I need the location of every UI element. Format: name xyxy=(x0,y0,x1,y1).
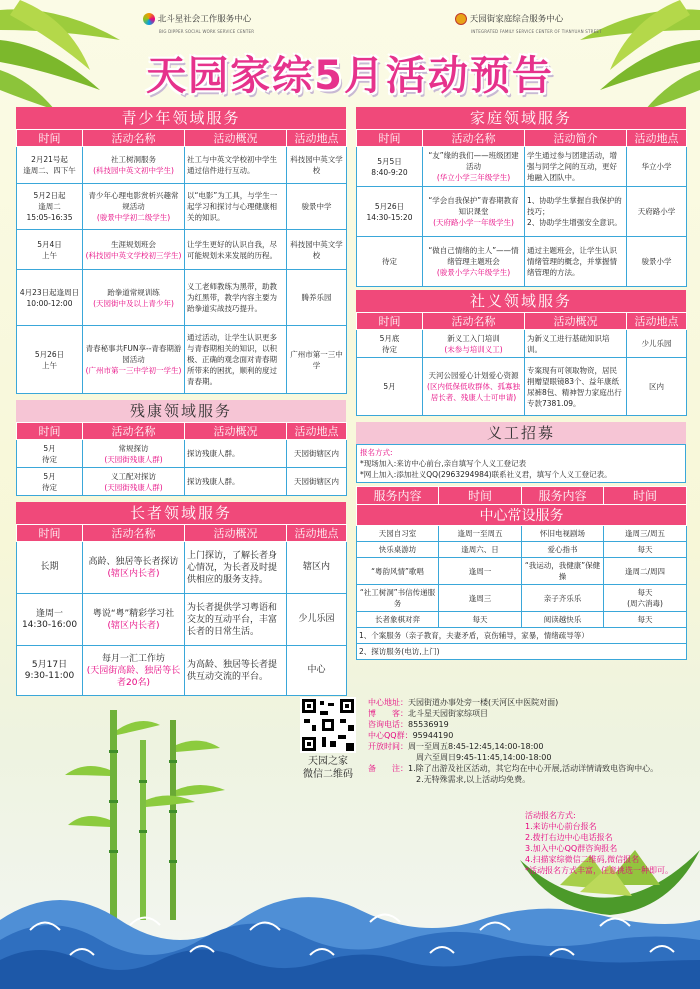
volunteer-line-1: *现场加入:来访中心前台,亲自填写个人义工登记表 xyxy=(360,459,527,468)
youth-header-place: 活动地点 xyxy=(287,130,347,147)
family-activity xyxy=(423,187,525,237)
regular-time: 逢周三 xyxy=(439,585,522,612)
table-row xyxy=(17,542,347,594)
youth-activity-target: (广州市第一三中学初一学生) xyxy=(85,366,182,375)
table-row xyxy=(357,526,687,542)
social-time: 5月 xyxy=(357,358,423,416)
disabled-header-name: 活动名称 xyxy=(83,423,185,440)
regular-service: “我运动，我健康”保健操 xyxy=(522,558,604,585)
disabled-time: 5月 待定 xyxy=(17,468,83,496)
table-row xyxy=(17,326,347,394)
table-row xyxy=(17,468,347,496)
youth-activity-name: 青少年心理电影赏析兴趣常规活动 xyxy=(88,191,179,211)
table-row xyxy=(17,270,347,326)
social-activity-name: 天河公园爱心计划爱心资源 xyxy=(428,371,519,380)
regular-header-time-1: 时间 xyxy=(439,487,522,505)
elder-time: 逢周一 14:30-16:00 xyxy=(17,594,83,646)
youth-header-time: 时间 xyxy=(17,130,83,147)
youth-activity-name: 跆拳道常规训练 xyxy=(107,287,160,297)
family-place: 天府路小学 xyxy=(627,187,687,237)
regular-note-2: 2、探访服务(电访,上门) xyxy=(357,644,687,660)
regular-time: 逢周一至周五 xyxy=(439,526,522,542)
family-activity-target: (华立小学三年级学生) xyxy=(436,173,511,182)
table-row xyxy=(357,358,687,416)
signup-item: *活动报名方式丰富，任意挑选一种即可。 xyxy=(525,866,673,875)
regular-time: 逢周六、日 xyxy=(439,542,522,558)
youth-activity-name: 生涯规划班会 xyxy=(111,239,156,249)
disabled-activity-target: (天园街残康人群) xyxy=(104,482,163,492)
youth-table xyxy=(16,129,347,394)
youth-place: 广州市第一三中学 xyxy=(287,326,347,394)
youth-time: 5月26日 上午 xyxy=(17,326,83,394)
social-activity xyxy=(423,330,525,358)
youth-desc: 社工与中英文学校初中学生通过信件进行互动。 xyxy=(185,147,287,184)
disabled-header-time: 时间 xyxy=(17,423,83,440)
social-desc: 专案现有可领取物资，居民捐赠望眼镜83个、益年康纸尿裤8包、精神智力家庭出行专款7381.09。 xyxy=(525,358,627,416)
family-activity-name: “做自己情绪的主人”——情绪管理主题班会 xyxy=(428,246,519,266)
regular-service: “粤韵风情”歌唱 xyxy=(357,558,439,585)
family-activity xyxy=(423,147,525,187)
disabled-activity xyxy=(83,440,185,468)
social-header-place: 活动地点 xyxy=(627,313,687,330)
signup-item: 4.扫描家综微信二维码,微信报名 xyxy=(525,855,640,864)
elder-place: 中心 xyxy=(287,646,347,696)
youth-section-title: 青少年领域服务 xyxy=(16,107,346,129)
social-section-title: 社义领域服务 xyxy=(356,290,686,312)
qr-code-icon xyxy=(300,697,356,753)
disabled-time: 5月 待定 xyxy=(17,440,83,468)
elder-desc: 为长者提供学习粤语和交友的互动平台，丰富长者的日常生活。 xyxy=(185,594,287,646)
social-activity-target: (区内低保低收群体、孤寡独居长者、残康人士可申请) xyxy=(427,382,520,402)
youth-time: 4月23日起逢周日 10:00-12:00 xyxy=(17,270,83,326)
disabled-activity xyxy=(83,468,185,496)
social-activity-target: (未参与培训义工) xyxy=(444,344,503,354)
social-activity xyxy=(423,358,525,416)
family-time: 5月5日 8:40-9:20 xyxy=(357,147,423,187)
star-logo-icon xyxy=(143,13,155,25)
right-logo-name: 天园街家庭综合服务中心 xyxy=(469,14,564,25)
youth-activity xyxy=(83,230,185,270)
youth-place: 腾养乐园 xyxy=(287,270,347,326)
elder-activity-target: (天园街高龄、独居等长者20名) xyxy=(86,665,181,688)
disabled-place: 天园街辖区内 xyxy=(287,468,347,496)
disabled-desc: 探访残康人群。 xyxy=(185,468,287,496)
regular-service: 快乐桌游坊 xyxy=(357,542,439,558)
table-row xyxy=(17,440,347,468)
social-desc: 为新义工进行基础知识培训。 xyxy=(525,330,627,358)
remark-value-2: 2.无特殊需求,以上活动均免费。 xyxy=(416,775,531,784)
elder-place: 少儿乐园 xyxy=(287,594,347,646)
elder-activity-target: (辖区内长者) xyxy=(107,568,160,579)
table-row xyxy=(357,612,687,628)
elder-section-title: 长者领域服务 xyxy=(16,502,346,524)
family-header-place: 活动地点 xyxy=(627,130,687,147)
family-activity-target: (骏景小学六年级学生) xyxy=(436,268,511,277)
youth-desc: 通过活动，让学生认识更多与青春期相关的知识，以积极、正确的观念面对青春期所带来的困扰，顺利的度过青春期。 xyxy=(185,326,287,394)
elder-activity-name: 每月一汇工作坊 xyxy=(101,653,165,664)
hours-value-2: 周六至周日9:45-11:45,14:00-18:00 xyxy=(416,753,552,762)
table-row xyxy=(357,147,687,187)
table-row xyxy=(17,147,347,184)
youth-activity xyxy=(83,326,185,394)
family-time: 待定 xyxy=(357,237,423,287)
elder-activity-name: 粤说“粤”精彩学习社 xyxy=(92,608,175,619)
youth-activity-target: (天园街中及以上青少年) xyxy=(93,298,174,308)
qr-caption: 天园之家 微信二维码 xyxy=(303,756,353,780)
regular-service: 长者象棋对弈 xyxy=(357,612,439,628)
blog-label: 博 客： xyxy=(368,709,408,718)
social-header-name: 活动名称 xyxy=(423,313,525,330)
youth-activity xyxy=(83,147,185,184)
social-time: 5月底 待定 xyxy=(357,330,423,358)
phone-value: 85536919 xyxy=(408,720,449,729)
regular-section-title: 中心常设服务 xyxy=(357,505,687,526)
disabled-place: 天园街辖区内 xyxy=(287,440,347,468)
social-place: 少儿乐园 xyxy=(627,330,687,358)
regular-header-service-1: 服务内容 xyxy=(357,487,439,505)
regular-header-service-2: 服务内容 xyxy=(522,487,604,505)
family-time: 5月26日 14:30-15:20 xyxy=(357,187,423,237)
address-label: 中心地址： xyxy=(368,698,408,707)
table-row xyxy=(357,542,687,558)
youth-desc: 以“电影”为工具，与学生一起学习和探讨与心理健康相关的知识。 xyxy=(185,184,287,230)
regular-time: 每天 xyxy=(604,542,687,558)
regular-time: 逢周一 xyxy=(439,558,522,585)
table-row xyxy=(17,594,347,646)
disabled-activity-name: 常规探访 xyxy=(118,443,149,453)
elder-time: 长期 xyxy=(17,542,83,594)
regular-service: 爱心指书 xyxy=(522,542,604,558)
contact-info xyxy=(368,697,688,785)
disabled-header-desc: 活动概况 xyxy=(185,423,287,440)
youth-header-desc: 活动概况 xyxy=(185,130,287,147)
elder-header-name: 活动名称 xyxy=(83,525,185,542)
right-logo-sub: INTEGRATED FAMILY SERVICE CENTER OF TIANYUAN STREET xyxy=(471,28,602,34)
regular-note-1: 1、个案服务（亲子教育，夫妻矛盾，哀伤辅导，家暴，情绪疏导等） xyxy=(357,628,687,644)
youth-desc: 让学生更好的认识自我，尽可能规划未来发展的历程。 xyxy=(185,230,287,270)
left-logo-sub: BIG DIPPER SOCIAL WORK SERVICE CENTER xyxy=(159,28,255,34)
disabled-section-title: 残康领域服务 xyxy=(16,400,346,422)
youth-place: 科技园中英文学校 xyxy=(287,147,347,184)
elder-place: 辖区内 xyxy=(287,542,347,594)
phone-label: 咨询电话： xyxy=(368,720,408,729)
volunteer-box xyxy=(356,444,686,483)
remark-value-1: 1.除了出游及社区活动，其它均在中心开展,活动详情请致电咨询中心。 xyxy=(408,764,659,773)
family-desc: 1、协助学生掌握自我保护的技巧； 2、协助学生增强安全意识。 xyxy=(525,187,627,237)
right-logo xyxy=(455,13,602,37)
remark-label: 备 注： xyxy=(368,764,408,773)
youth-activity-name: 社工树洞服务 xyxy=(111,155,156,164)
signup-item: 1.来访中心前台报名 xyxy=(525,822,597,831)
table-row xyxy=(357,187,687,237)
elder-time: 5月17日 9:30-11:00 xyxy=(17,646,83,696)
social-header-desc: 活动概况 xyxy=(525,313,627,330)
social-activity-name: 新义工入门培训 xyxy=(447,333,500,343)
elder-header-desc: 活动概况 xyxy=(185,525,287,542)
social-header-time: 时间 xyxy=(357,313,423,330)
youth-time: 2月21号起 逢周二、四下午 xyxy=(17,147,83,184)
elder-activity xyxy=(83,542,185,594)
youth-header-name: 活动名称 xyxy=(83,130,185,147)
family-activity-name: “友”缘的我们——班级团建活动 xyxy=(428,151,519,171)
youth-time: 5月2日起 逢周二 15:05-16:35 xyxy=(17,184,83,230)
youth-place: 科技园中英文学校 xyxy=(287,230,347,270)
table-row xyxy=(17,230,347,270)
disabled-header-place: 活动地点 xyxy=(287,423,347,440)
regular-time: 每天 xyxy=(439,612,522,628)
right-column xyxy=(356,107,686,660)
elder-activity-name: 高龄、独居等长者探访 xyxy=(88,556,179,567)
left-column xyxy=(16,107,346,696)
family-activity-name: “学会自我保护”青春期教育知识课堂 xyxy=(428,196,519,216)
regular-time: 每天 (周六消毒) xyxy=(604,585,687,612)
elder-header-time: 时间 xyxy=(17,525,83,542)
left-logo-name: 北斗星社会工作服务中心 xyxy=(157,14,252,25)
wechat-qr-code xyxy=(300,697,356,753)
elder-activity-target: (辖区内长者) xyxy=(107,620,160,631)
volunteer-label: 报名方式: xyxy=(360,448,393,457)
regular-service: 亲子齐乐乐 xyxy=(522,585,604,612)
qq-value: 95944190 xyxy=(412,731,454,740)
left-logo xyxy=(143,13,254,37)
social-table xyxy=(356,312,687,416)
elder-table xyxy=(16,524,347,696)
family-header-desc: 活动简介 xyxy=(525,130,627,147)
disabled-desc: 探访残康人群。 xyxy=(185,440,287,468)
regular-time: 逢周三/周五 xyxy=(604,526,687,542)
regular-service: “社工树洞”书信传递服务 xyxy=(357,585,439,612)
youth-activity-target: (科技园中英文初中学生) xyxy=(93,166,174,175)
signup-title: 活动报名方式: xyxy=(525,811,576,820)
blog-value: 北斗星天园街家综项目 xyxy=(408,709,488,718)
elder-desc: 上门探访，了解长者身心情况，为长者及时提供相应的服务支持。 xyxy=(185,542,287,594)
regular-table xyxy=(356,486,687,660)
youth-place: 骏景中学 xyxy=(287,184,347,230)
family-header-name: 活动名称 xyxy=(423,130,525,147)
elder-desc: 为高龄、独居等长者提供互动交流的平台。 xyxy=(185,646,287,696)
signup-item: 2.拨打右边中心电话报名 xyxy=(525,833,613,842)
regular-service: 天园自习室 xyxy=(357,526,439,542)
family-desc: 学生通过参与团建活动，增强与同学之间的互动，更好地融入团队中。 xyxy=(525,147,627,187)
table-row xyxy=(357,330,687,358)
address-value: 天园街道办事处旁一楼(天河区中医院对面) xyxy=(408,698,559,707)
hours-label: 开放时间： xyxy=(368,742,408,751)
youth-activity xyxy=(83,184,185,230)
signup-methods xyxy=(525,810,695,876)
regular-header-time-2: 时间 xyxy=(604,487,687,505)
youth-activity-target: (骏景中学初二级学生) xyxy=(96,213,171,222)
regular-time: 每天 xyxy=(604,612,687,628)
table-row xyxy=(357,237,687,287)
volunteer-section-title: 义工招募 xyxy=(356,422,686,444)
family-header-time: 时间 xyxy=(357,130,423,147)
table-row xyxy=(357,558,687,585)
table-row xyxy=(357,585,687,612)
family-activity-target: (天府路小学一年级学生) xyxy=(433,218,514,227)
social-place: 区内 xyxy=(627,358,687,416)
family-logo-icon xyxy=(455,13,467,25)
hours-value-1: 周一至周五8:45-12:45,14:00-18:00 xyxy=(408,742,544,751)
qq-label: 中心QQ群： xyxy=(368,731,413,740)
signup-item: 3.加入中心QQ群咨询报名 xyxy=(525,844,618,853)
table-row xyxy=(17,184,347,230)
family-section-title: 家庭领域服务 xyxy=(356,107,686,129)
table-row xyxy=(17,646,347,696)
youth-time: 5月4日 上午 xyxy=(17,230,83,270)
family-place: 华立小学 xyxy=(627,147,687,187)
family-desc: 通过主题班会，让学生认识情绪管理的概念，并掌握情绪管理的方法。 xyxy=(525,237,627,287)
family-table xyxy=(356,129,687,287)
youth-desc: 义工老师教练为黑带，助教为红黑带，教学内容主要为跆拳道实战技巧提升。 xyxy=(185,270,287,326)
disabled-activity-name: 义工配对探访 xyxy=(111,471,156,481)
youth-activity xyxy=(83,270,185,326)
regular-time: 逢周二/周四 xyxy=(604,558,687,585)
family-activity xyxy=(423,237,525,287)
disabled-activity-target: (天园街残康人群) xyxy=(104,454,163,464)
family-place: 骏景小学 xyxy=(627,237,687,287)
elder-activity xyxy=(83,594,185,646)
youth-activity-target: (科技园中英文学校初三学生) xyxy=(85,250,182,260)
page-title: 天园家综5月活动预告 xyxy=(146,53,554,99)
youth-activity-name: 青春秘事共FUN享--青春期游园活动 xyxy=(85,344,182,364)
regular-service: 阅读越快乐 xyxy=(522,612,604,628)
volunteer-line-2: *网上加入:添加社义QQ(2963294984)联系社义君，填写个人义工登记表。 xyxy=(360,470,612,479)
elder-header-place: 活动地点 xyxy=(287,525,347,542)
elder-activity xyxy=(83,646,185,696)
regular-service: 怀旧电视剧场 xyxy=(522,526,604,542)
disabled-table xyxy=(16,422,347,496)
